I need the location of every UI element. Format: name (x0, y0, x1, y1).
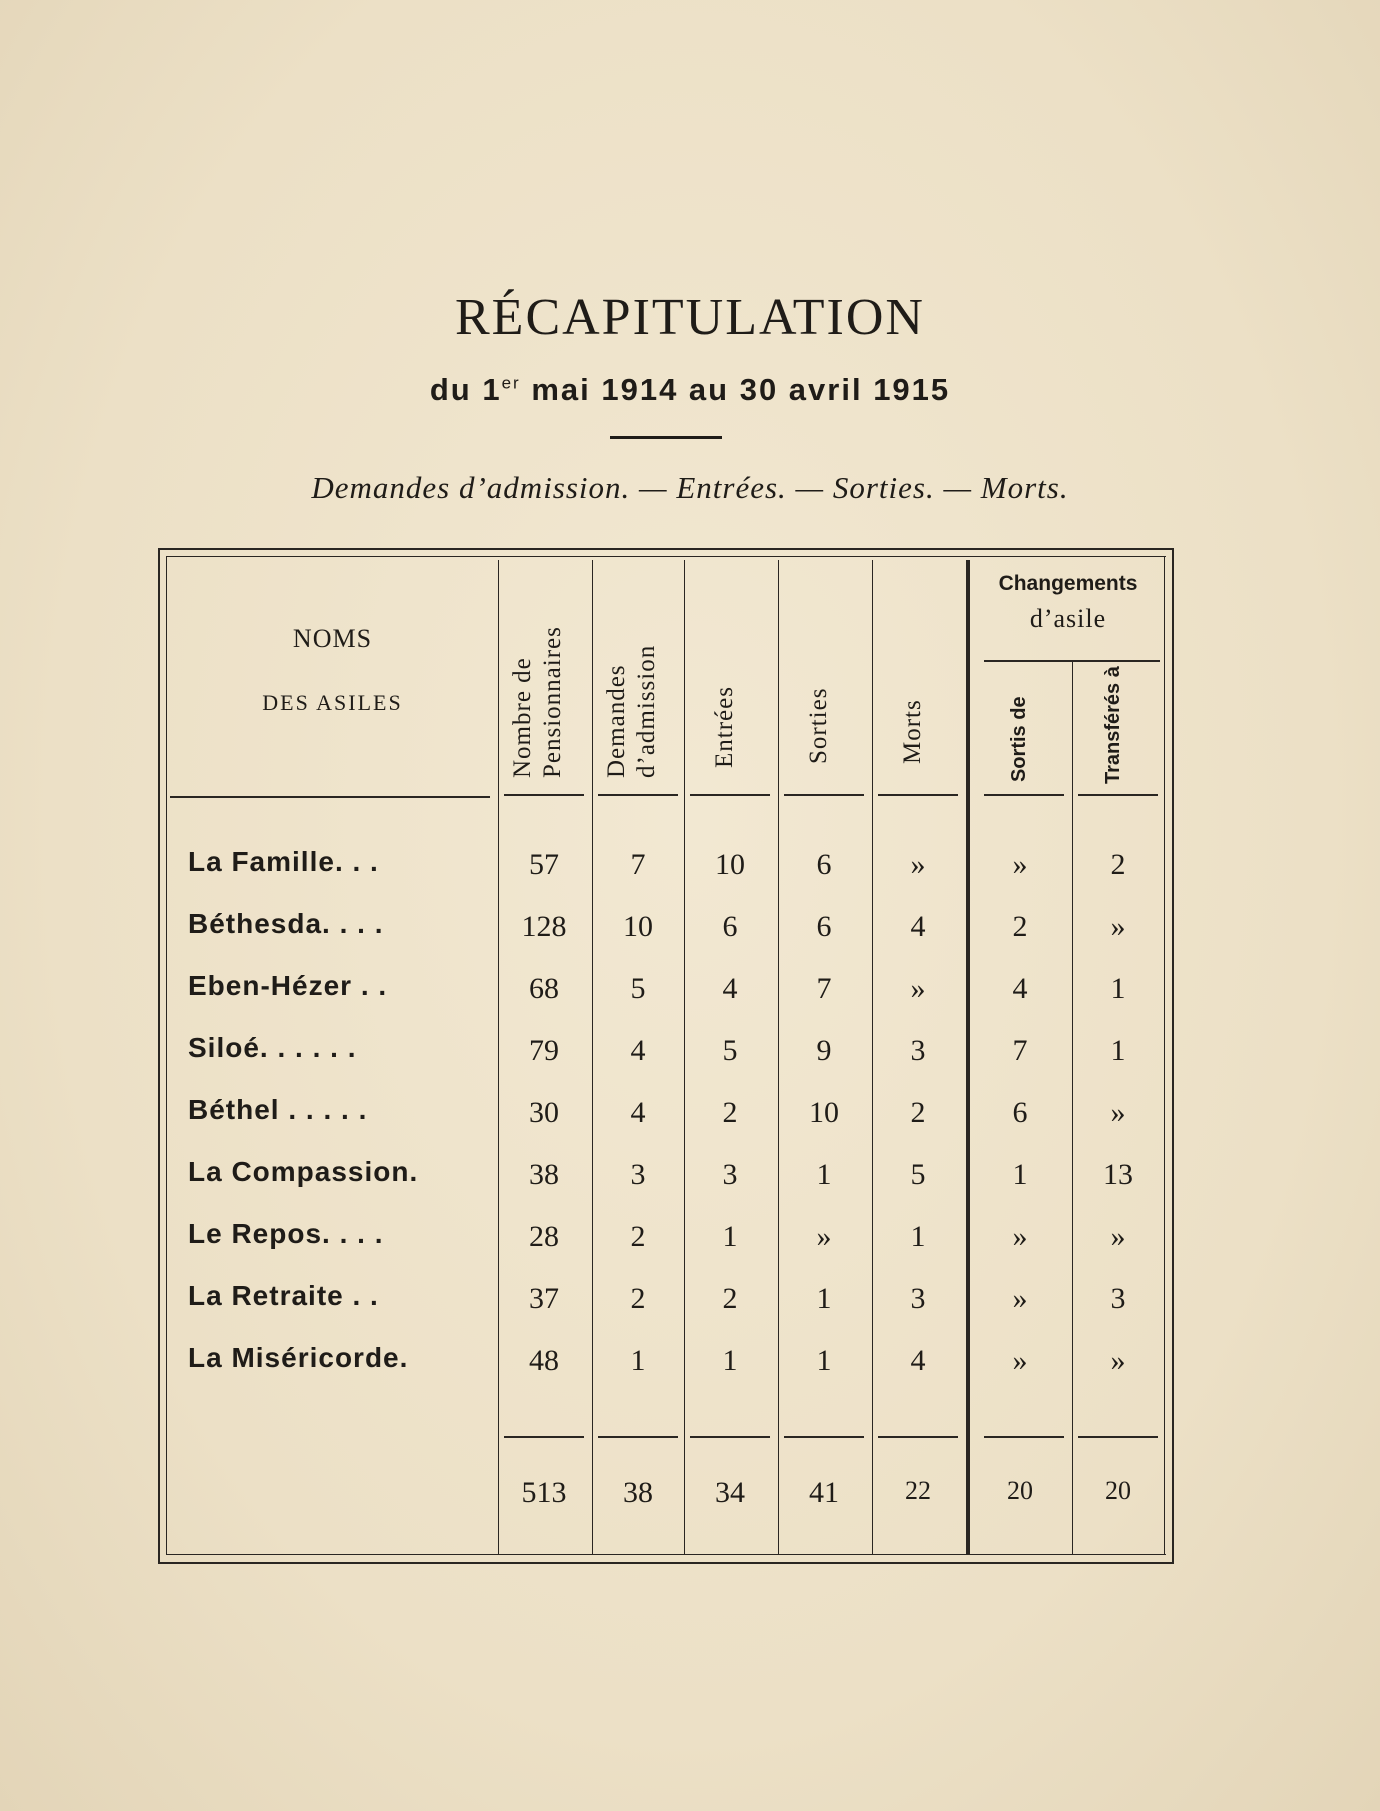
header-changements-asile: d’asile (1029, 604, 1107, 633)
cell-entrees: 1 (722, 1220, 738, 1253)
cell-sorties: 7 (816, 972, 832, 1005)
table-border-left-inner (166, 556, 167, 1555)
cell-sorties: 6 (816, 848, 832, 881)
cell-demandes: 1 (630, 1344, 646, 1377)
total-pensionnaires: 513 (521, 1476, 567, 1509)
header-brace (984, 660, 1160, 662)
cell-sorties: 1 (816, 1282, 832, 1315)
total-transferes: 20 (1105, 1476, 1131, 1505)
cell-sorties: 6 (816, 910, 832, 943)
cell-transferes: » (1110, 910, 1126, 943)
cell-transferes: 1 (1110, 1034, 1126, 1067)
table-border-bottom (158, 1562, 1174, 1564)
cell-sortis-de: » (1012, 1344, 1028, 1377)
header-noms: NOMS (292, 624, 373, 653)
cell-morts: » (910, 848, 926, 881)
cell-entrees: 3 (722, 1158, 738, 1191)
header-rule (598, 794, 678, 796)
cell-transferes: » (1110, 1096, 1126, 1129)
total-rule (690, 1436, 770, 1438)
cell-entrees: 6 (722, 910, 738, 943)
total-sortis-de: 20 (1007, 1476, 1033, 1505)
page-subtitle (0, 372, 1380, 408)
cell-sortis-de: 7 (1012, 1034, 1028, 1067)
total-rule (984, 1436, 1064, 1438)
cell-transferes: 1 (1110, 972, 1126, 1005)
total-morts: 22 (905, 1476, 931, 1505)
cell-morts: » (910, 972, 926, 1005)
row-name: Béthesda. . . . (188, 908, 384, 939)
cell-transferes: » (1110, 1344, 1126, 1377)
cell-morts: 3 (910, 1034, 926, 1067)
cell-transferes: 3 (1110, 1282, 1126, 1315)
cell-morts: 5 (910, 1158, 926, 1191)
total-rule (878, 1436, 958, 1438)
cell-morts: 4 (910, 1344, 926, 1377)
cell-pensionnaires: 128 (521, 910, 567, 943)
cell-pensionnaires: 37 (529, 1282, 559, 1315)
table-border-left (158, 548, 160, 1564)
cell-entrees: 4 (722, 972, 738, 1005)
header-rule (984, 794, 1064, 796)
table-border-bottom-inner (166, 1554, 1166, 1555)
header-morts: Morts (899, 699, 926, 764)
cell-transferes: 13 (1103, 1158, 1133, 1191)
total-entrees: 34 (715, 1476, 745, 1509)
cell-demandes: 2 (630, 1220, 646, 1253)
cell-morts: 1 (910, 1220, 926, 1253)
cell-entrees: 10 (715, 848, 745, 881)
row-name: La Famille. . . (188, 846, 379, 877)
row-name: La Miséricorde. (188, 1342, 409, 1373)
table-border-top-inner (166, 556, 1166, 557)
cell-morts: 2 (910, 1096, 926, 1129)
table-border-right-inner (1164, 556, 1165, 1555)
cell-transferes: 2 (1110, 848, 1126, 881)
total-sorties: 41 (809, 1476, 839, 1509)
header-sortis-de: Sortis de (1008, 696, 1030, 782)
cell-demandes: 7 (630, 848, 646, 881)
header-rule (1078, 794, 1158, 796)
row-name: La Compassion. (188, 1156, 419, 1187)
col-divider (872, 560, 873, 1554)
cell-sorties: 1 (816, 1344, 832, 1377)
header-rule (170, 796, 490, 798)
header-des-asiles: DES ASILES (262, 690, 403, 715)
col-divider (592, 560, 593, 1554)
recap-table (158, 548, 1174, 1564)
cell-pensionnaires: 38 (529, 1158, 559, 1191)
row-name: Béthel . . . . . (188, 1094, 368, 1125)
cell-morts: 4 (910, 910, 926, 943)
header-rule (784, 794, 864, 796)
cell-sortis-de: » (1012, 1220, 1028, 1253)
subtitle-suffix: mai 1914 au 30 avril 1915 (520, 372, 951, 407)
cell-entrees: 5 (722, 1034, 738, 1067)
row-name: Le Repos. . . . (188, 1218, 384, 1249)
cell-sortis-de: » (1012, 848, 1028, 881)
cell-pensionnaires: 28 (529, 1220, 559, 1253)
cell-entrees: 1 (722, 1344, 738, 1377)
cell-sortis-de: 4 (1012, 972, 1028, 1005)
cell-demandes: 3 (630, 1158, 646, 1191)
page-title: RÉCAPITULATION (455, 289, 925, 346)
cell-pensionnaires: 30 (529, 1096, 559, 1129)
cell-morts: 3 (910, 1282, 926, 1315)
header-demandes-l2: d’admission (633, 644, 660, 778)
cell-sorties: 10 (809, 1096, 839, 1129)
cell-sortis-de: 2 (1012, 910, 1028, 943)
table-headline: Demandes d’admission. — Entrées. — Sorties. — Morts. (311, 470, 1069, 505)
subtitle-sup: er (501, 373, 521, 393)
cell-sorties: » (816, 1220, 832, 1253)
header-rule (878, 794, 958, 796)
cell-demandes: 4 (630, 1034, 646, 1067)
header-pensionnaires-l1: Nombre de (509, 657, 536, 778)
header-transferes: Transférés à (1102, 666, 1124, 784)
header-rule (690, 794, 770, 796)
header-sorties: Sorties (805, 687, 832, 764)
table-border-right (1172, 548, 1174, 1564)
subtitle-prefix: du 1 (429, 372, 502, 407)
total-demandes: 38 (623, 1476, 653, 1509)
cell-entrees: 2 (722, 1096, 738, 1129)
header-entrees: Entrées (711, 686, 738, 768)
header-changements: Changements (998, 572, 1138, 595)
cell-sortis-de: » (1012, 1282, 1028, 1315)
header-pensionnaires (508, 568, 584, 778)
cell-sortis-de: 6 (1012, 1096, 1028, 1129)
col-divider (778, 560, 779, 1554)
total-rule (784, 1436, 864, 1438)
header-rule (504, 794, 584, 796)
cell-demandes: 10 (623, 910, 653, 943)
total-rule (504, 1436, 584, 1438)
cell-transferes: » (1110, 1220, 1126, 1253)
col-divider-heavy (966, 560, 970, 1554)
header-demandes (602, 586, 678, 778)
col-divider (1072, 660, 1073, 1554)
cell-demandes: 5 (630, 972, 646, 1005)
row-name: Siloé. . . . . . (188, 1032, 357, 1063)
cell-demandes: 4 (630, 1096, 646, 1129)
cell-pensionnaires: 68 (529, 972, 559, 1005)
cell-pensionnaires: 57 (529, 848, 559, 881)
total-rule (1078, 1436, 1158, 1438)
row-name: Eben-Hézer . . (188, 970, 388, 1001)
header-pensionnaires-l2: Pensionnaires (539, 626, 566, 778)
cell-pensionnaires: 48 (529, 1344, 559, 1377)
col-divider (498, 560, 499, 1554)
cell-sorties: 1 (816, 1158, 832, 1191)
cell-sorties: 9 (816, 1034, 832, 1067)
col-divider (684, 560, 685, 1554)
total-rule (598, 1436, 678, 1438)
cell-sortis-de: 1 (1012, 1158, 1028, 1191)
title-rule (610, 436, 722, 439)
cell-pensionnaires: 79 (529, 1034, 559, 1067)
header-demandes-l1: Demandes (603, 664, 630, 778)
cell-demandes: 2 (630, 1282, 646, 1315)
table-border-top (158, 548, 1174, 550)
row-name: La Retraite . . (188, 1280, 379, 1311)
cell-entrees: 2 (722, 1282, 738, 1315)
